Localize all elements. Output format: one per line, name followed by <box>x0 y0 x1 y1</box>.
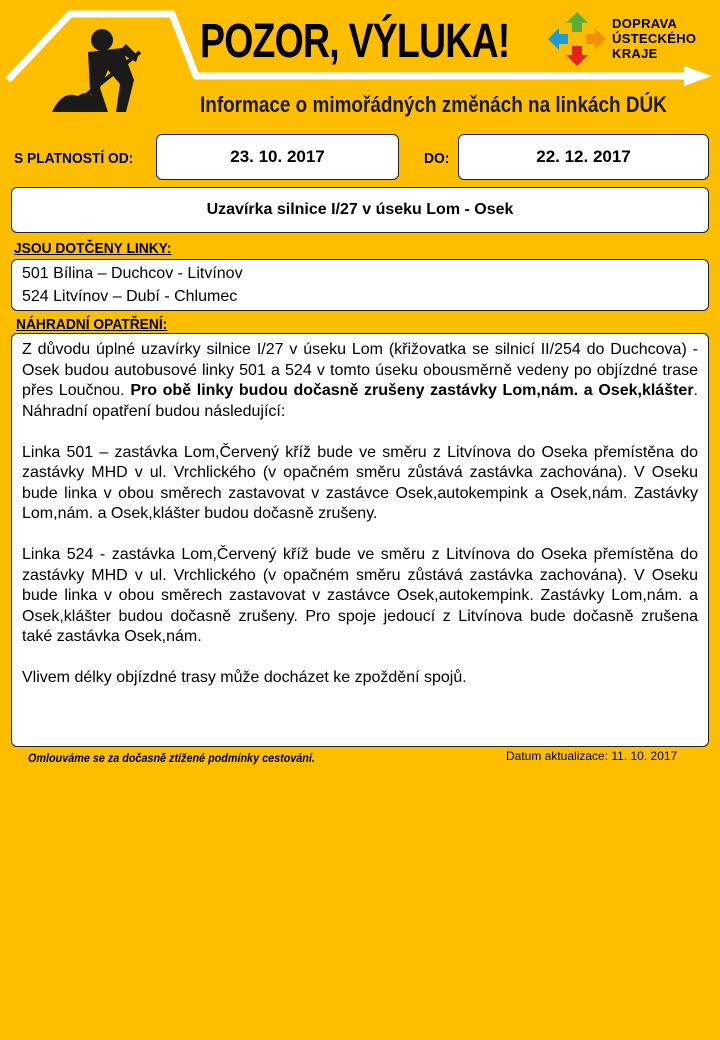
valid-to-date: 22. 12. 2017 <box>458 134 709 180</box>
update-date: Datum aktualizace: 11. 10. 2017 <box>506 749 678 763</box>
replacement-paragraph-4: Vlivem délky objízdné trasy může docházet ke zpoždění spojů. <box>22 669 467 686</box>
logo-line-1: DOPRAVA <box>612 16 678 31</box>
replacement-paragraph-3: Linka 524 - zastávka Lom,Červený kříž bude ve směru z Litvínova do Oseka přemístěna do zastávky MHD v ul. Vrchlického (v opačném směru zůstává zastávka zachována). V Oseku bude linka v obou směrech zastavovat v zastávce Osek,autokempink. Zastávky Lom,nám. a Osek,klášter budou dočasně zrušeny. Pro spoje jedoucí z Litvínova bude dočasně zrušena také zastávka Osek,nám. <box>22 546 698 645</box>
valid-from-label: S PLATNOSTÍ OD: <box>14 150 134 167</box>
affected-lines-heading: JSOU DOTČENY LINKY: <box>14 240 172 257</box>
logo-line-3: KRAJE <box>612 46 658 61</box>
header-banner <box>0 0 720 130</box>
replacement-box <box>11 333 709 747</box>
page-subtitle: Informace o mimořádných změnách na linkách DÚK <box>200 92 667 117</box>
valid-from-date: 23. 10. 2017 <box>156 134 399 180</box>
replacement-emphasis: Pro obě linky budou dočasně zrušeny zastávky Lom,nám. a Osek,klášter <box>130 382 694 399</box>
duk-logo-icon <box>546 10 608 68</box>
valid-to-label: DO: <box>424 150 450 167</box>
affected-lines-box <box>11 259 709 311</box>
list-item: 524 Litvínov – Dubí - Chlumec <box>22 288 238 305</box>
logo-line-2: ÚSTECKÉHO <box>612 31 697 46</box>
replacement-heading: NÁHRADNÍ OPATŘENÍ: <box>16 316 168 333</box>
page-title: POZOR, VÝLUKA! <box>200 15 510 68</box>
apology-note: Omlouváme se za dočasně ztížené podmínky cestování. <box>28 751 315 765</box>
closure-title: Uzavírka silnice I/27 v úseku Lom - Osek <box>11 187 709 233</box>
replacement-paragraph-2: Linka 501 – zastávka Lom,Červený kříž bude ve směru z Litvínova do Oseka přemístěna do zastávky MHD v ul. Vrchlického (v opačném směru zůstává zastávka zachována). V Oseku bude linka v obou směrech zastavovat v zastávce Osek,autokempink a Osek,nám. Zastávky Lom,nám. a Osek,klášter budou dočasně zrušeny. <box>22 443 698 522</box>
replacement-paragraph-1: Z důvodu úplné uzavírky silnice I/27 v úseku Lom (křižovatka se silnicí II/254 do Duchcova) - Osek budou autobusové linky 501 a 524 v tomto úseku obousměrně vedeny po objízdné trase přes Loučnou. Pro obě linky budou dočasně zrušeny zastávky Lom,nám. a Osek,klášter. Náhradní opatření budou následující: <box>22 341 698 420</box>
list-item: 501 Bílina – Duchcov - Litvínov <box>22 265 243 282</box>
